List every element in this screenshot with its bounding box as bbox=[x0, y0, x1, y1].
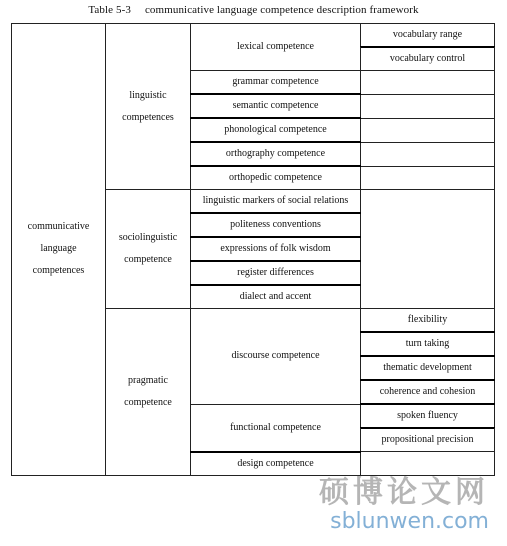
empty-cell bbox=[361, 190, 495, 309]
watermark bbox=[319, 476, 489, 534]
coherence-cell: coherence and cohesion bbox=[361, 380, 495, 404]
propositional-precision-cell: propositional precision bbox=[361, 428, 495, 452]
empty-cell bbox=[361, 94, 495, 118]
framework-table bbox=[11, 23, 495, 476]
empty-cell bbox=[361, 118, 495, 142]
empty-cell bbox=[361, 142, 495, 166]
linguistic-cell: linguistic competences bbox=[106, 24, 191, 190]
discourse-cell: discourse competence bbox=[191, 309, 361, 405]
table-number: Table 5-3 bbox=[88, 4, 131, 16]
spoken-fluency-cell: spoken fluency bbox=[361, 404, 495, 428]
folk-wisdom-cell: expressions of folk wisdom bbox=[191, 237, 361, 261]
table-title: communicative language competence description framework bbox=[144, 4, 419, 16]
thematic-cell: thematic development bbox=[361, 356, 495, 380]
orthography-cell: orthography competence bbox=[191, 142, 361, 166]
lexical-cell: lexical competence bbox=[191, 24, 361, 71]
register-cell: register differences bbox=[191, 261, 361, 285]
social-markers-cell: linguistic markers of social relations bbox=[191, 190, 361, 214]
pragmatic-cell: pragmatic competence bbox=[106, 309, 191, 476]
functional-cell: functional competence bbox=[191, 404, 361, 452]
phonological-cell: phonological competence bbox=[191, 118, 361, 142]
vocabulary-range-cell: vocabulary range bbox=[361, 24, 495, 48]
sociolinguistic-cell: sociolinguistic competence bbox=[106, 190, 191, 309]
table-caption bbox=[0, 4, 507, 16]
design-cell: design competence bbox=[191, 452, 361, 476]
root-cell: communicative language competences bbox=[12, 24, 106, 476]
grammar-cell: grammar competence bbox=[191, 71, 361, 95]
orthopedic-cell: orthopedic competence bbox=[191, 166, 361, 190]
empty-cell bbox=[361, 71, 495, 95]
dialect-cell: dialect and accent bbox=[191, 285, 361, 309]
semantic-cell: semantic competence bbox=[191, 94, 361, 118]
turn-taking-cell: turn taking bbox=[361, 332, 495, 356]
watermark-cn: 硕博论文网 bbox=[319, 475, 489, 510]
politeness-cell: politeness conventions bbox=[191, 213, 361, 237]
empty-cell bbox=[361, 166, 495, 190]
vocabulary-control-cell: vocabulary control bbox=[361, 47, 495, 71]
flexibility-cell: flexibility bbox=[361, 309, 495, 333]
watermark-url: sblunwen.com bbox=[330, 509, 489, 534]
empty-cell bbox=[361, 452, 495, 476]
